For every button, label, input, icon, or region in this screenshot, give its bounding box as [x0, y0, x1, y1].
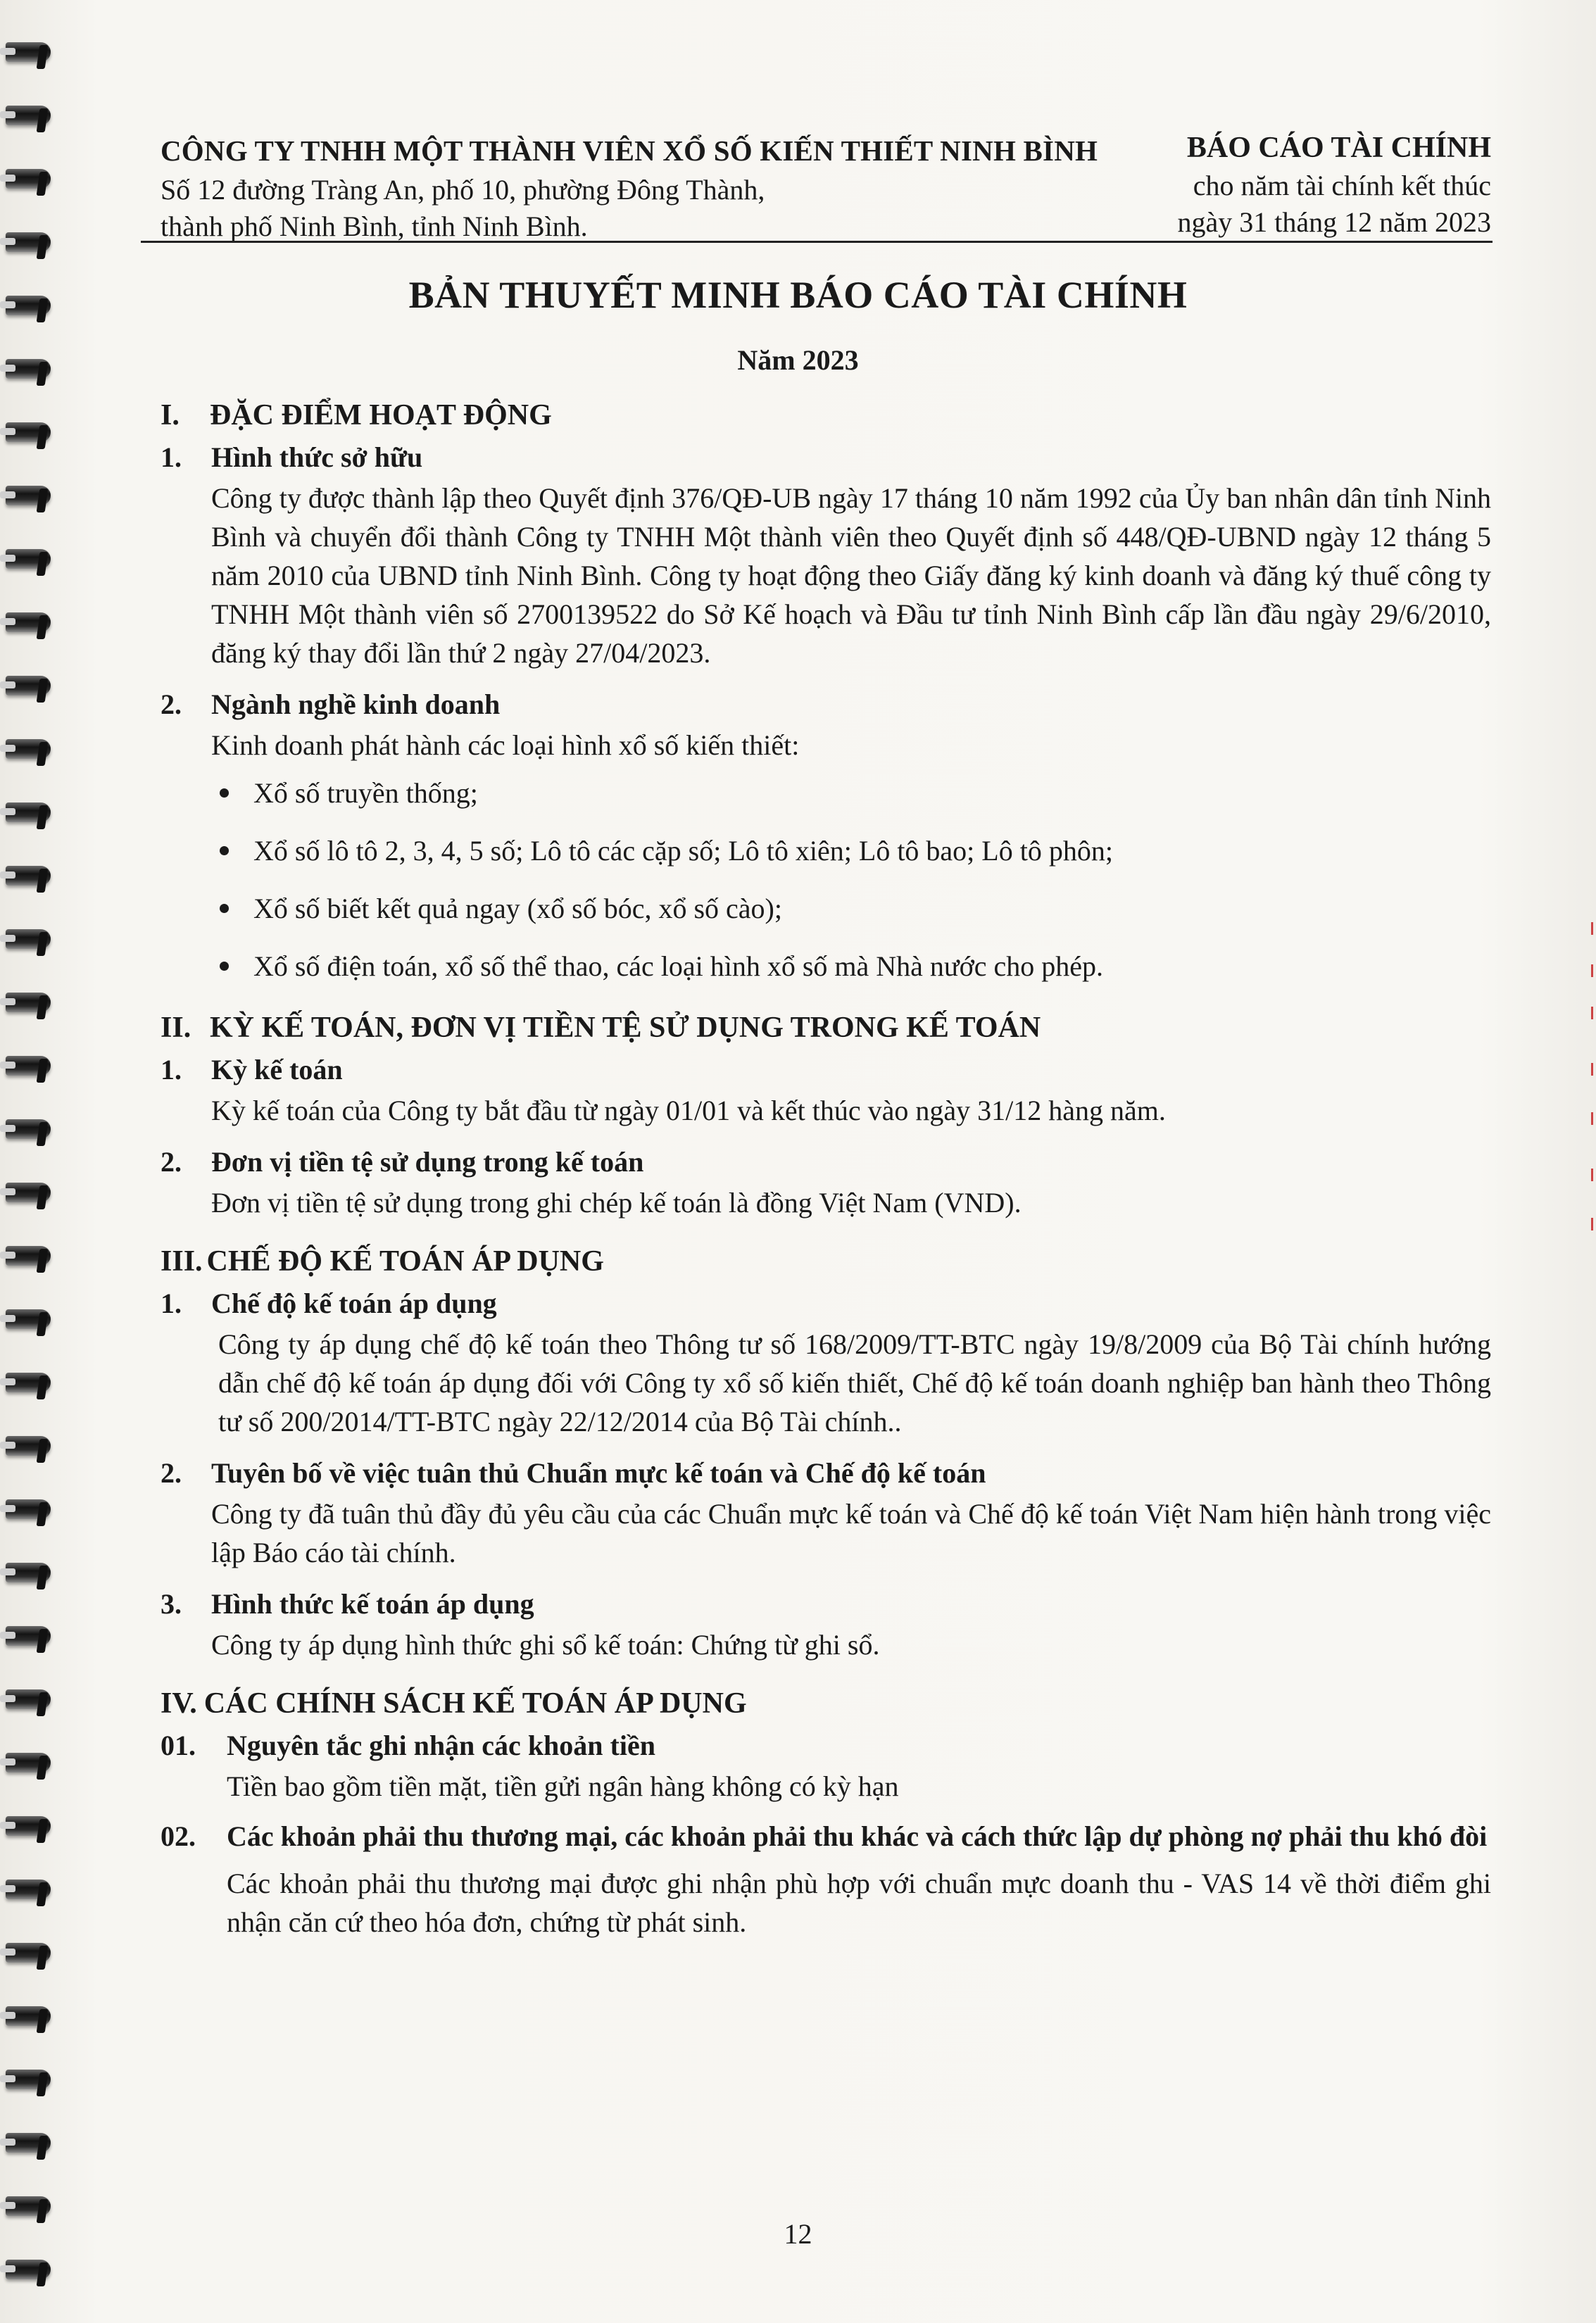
list-item: Xổ số lô tô 2, 3, 4, 5 số; Lô tô các cặp số; Lô tô xiên; Lô tô bao; Lô tô phôn; [217, 822, 1491, 880]
subsection-heading [161, 1583, 1491, 1625]
section-title: ĐẶC ĐIỂM HOẠT ĐỘNG [210, 399, 552, 432]
paragraph: Công ty được thành lập theo Quyết định 376/QĐ-UB ngày 17 tháng 10 năm 1992 của Ủy ban nhân dân tỉnh Ninh Bình và chuyển đổi thành Công ty TNHH Một thành viên theo Quyết định số 448/QĐ-UBND ngày 12 tháng 5 năm 2010 của UBND tỉnh Ninh Bình. Công ty hoạt động theo Giấy đăng ký kinh doanh và đăng ký thuế công ty TNHH Một thành viên số 2700139522 do Sở Kế hoạch và Đầu tư tỉnh Ninh Bình cấp lần đầu ngày 29/6/2010, đăng ký thay đổi lần thứ 2 ngày 27/04/2023. [211, 482, 1491, 669]
paragraph: Công ty đã tuân thủ đầy đủ yêu cầu của các Chuẩn mực kế toán và Chế độ kế toán Việt Nam hiện hành trong việc lập Báo cáo tài chính. [211, 1498, 1491, 1568]
list-item: Xổ số điện toán, xổ số thể thao, các loại hình xổ số mà Nhà nước cho phép. [217, 938, 1491, 995]
subsection-title: Nguyên tắc ghi nhận các khoản tiền [227, 1730, 655, 1761]
document-body [161, 394, 1491, 1941]
report-title: BÁO CÁO TÀI CHÍNH [1186, 132, 1491, 164]
paragraph: Tiền bao gồm tiền mặt, tiền gửi ngân hàng không có kỳ hạn [227, 1770, 899, 1802]
header-divider [141, 241, 1493, 243]
subsection-number: 02. [161, 1820, 196, 1852]
section-number: II. [161, 1012, 191, 1044]
subsection-number: 1. [161, 441, 182, 473]
section-heading [161, 394, 1491, 436]
subsection-heading [161, 436, 1491, 479]
section-title: KỲ KẾ TOÁN, ĐƠN VỊ TIỀN TỆ SỬ DỤNG TRONG KẾ TOÁN [210, 1012, 1041, 1044]
list-item: Xổ số truyền thống; [217, 764, 1491, 822]
section-title: CHẾ ĐỘ KẾ TOÁN ÁP DỤNG [206, 1245, 604, 1278]
subsection-heading [161, 684, 1491, 726]
section-heading [161, 1007, 1491, 1049]
subsection-number: 2. [161, 1146, 182, 1178]
subsection-title: Chế độ kế toán áp dụng [211, 1288, 497, 1319]
subsection-heading [161, 1049, 1491, 1091]
section-number: I. [161, 399, 180, 432]
subsection-title: Hình thức sở hữu [211, 441, 423, 473]
bleed-through-marks [1575, 922, 1596, 1239]
section-heading [161, 1240, 1491, 1283]
subsection-heading [161, 1452, 1491, 1494]
company-name: CÔNG TY TNHH MỘT THÀNH VIÊN XỔ SỐ KIẾN THIẾT NINH BÌNH [161, 134, 1098, 167]
report-period-line2: ngày 31 tháng 12 năm 2023 [1177, 206, 1491, 238]
subsection-title: Kỳ kế toán [211, 1054, 343, 1085]
subsection-number: 1. [161, 1054, 182, 1085]
document-header [161, 127, 1491, 242]
paragraph: Công ty áp dụng hình thức ghi sổ kế toán: Chứng từ ghi sổ. [211, 1629, 880, 1661]
company-address-line2: thành phố Ninh Bình, tỉnh Ninh Bình. [161, 210, 588, 242]
subsection-title: Hình thức kế toán áp dụng [211, 1588, 534, 1620]
bullet-list [161, 764, 1491, 995]
document-title: BẢN THUYẾT MINH BÁO CÁO TÀI CHÍNH [408, 274, 1188, 316]
list-item: Xổ số biết kết quả ngay (xổ số bóc, xổ số cào); [217, 880, 1491, 938]
section-heading [161, 1682, 1491, 1725]
subsection-title: Ngành nghề kinh doanh [211, 688, 501, 720]
paragraph: Các khoản phải thu thương mại được ghi nhận phù hợp với chuẩn mực doanh thu - VAS 14 về thời điểm ghi nhận căn cứ theo hóa đơn, chứng từ phát sinh. [227, 1868, 1491, 1938]
subsection-number: 2. [161, 1457, 182, 1489]
report-period-line1: cho năm tài chính kết thúc [1193, 170, 1491, 201]
subsection-title: Các khoản phải thu thương mại, các khoản phải thu khác và cách thức lập dự phòng nợ phải thu khó đòi [227, 1820, 1488, 1852]
subsection-number: 3. [161, 1588, 182, 1620]
subsection-heading [161, 1817, 1491, 1856]
subsection-heading [161, 1141, 1491, 1183]
subsection-title: Tuyên bố về việc tuân thủ Chuẩn mực kế toán và Chế độ kế toán [211, 1457, 986, 1489]
subsection-heading [161, 1283, 1491, 1325]
paragraph: Đơn vị tiền tệ sử dụng trong ghi chép kế toán là đồng Việt Nam (VND). [211, 1187, 1022, 1219]
document-year: Năm 2023 [737, 344, 859, 376]
page-number: 12 [784, 2218, 812, 2250]
subsection-title: Đơn vị tiền tệ sử dụng trong kế toán [211, 1146, 644, 1178]
paragraph: Công ty áp dụng chế độ kế toán theo Thông tư số 168/2009/TT-BTC ngày 19/8/2009 của Bộ Tài chính hướng dẫn chế độ kế toán áp dụng đối với Công ty xổ số kiến thiết, Chế độ kế toán doanh nghiệp ban hành theo Thông tư số 200/2014/TT-BTC ngày 22/12/2014 của Bộ Tài chính.. [218, 1328, 1491, 1437]
paragraph: Kỳ kế toán của Công ty bắt đầu từ ngày 01/01 và kết thúc vào ngày 31/12 hàng năm. [211, 1095, 1166, 1126]
paragraph: Kinh doanh phát hành các loại hình xổ số kiến thiết: [211, 729, 800, 761]
subsection-heading [161, 1725, 1491, 1767]
company-address-line1: Số 12 đường Tràng An, phố 10, phường Đông Thành, [161, 174, 765, 206]
section-number: III. [161, 1245, 203, 1278]
subsection-number: 1. [161, 1288, 182, 1319]
section-title: CÁC CHÍNH SÁCH KẾ TOÁN ÁP DỤNG [203, 1687, 747, 1720]
section-number: IV. [161, 1687, 197, 1720]
subsection-number: 2. [161, 688, 182, 720]
subsection-number: 01. [161, 1730, 196, 1761]
